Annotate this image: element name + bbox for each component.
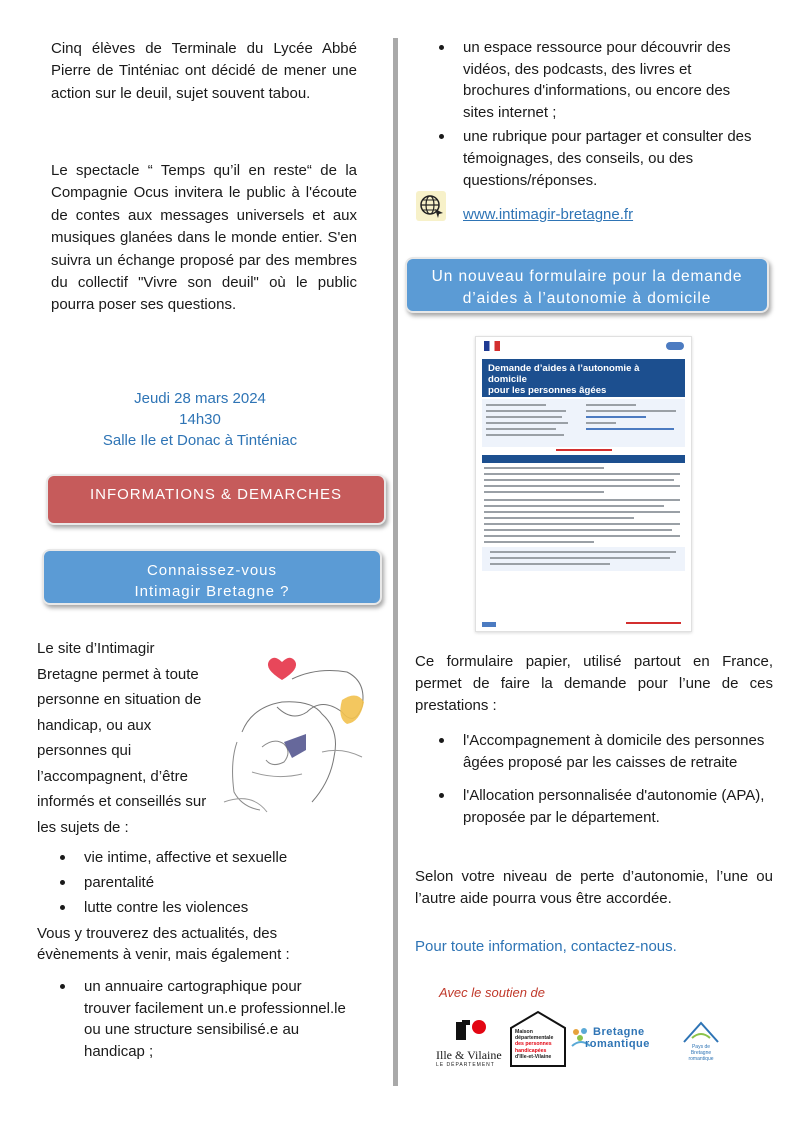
form-info-box — [482, 399, 685, 447]
mdph-line1: Maison — [515, 1029, 533, 1035]
intimagir-website-link[interactable]: www.intimagir-bretagne.fr — [463, 206, 634, 223]
event-time: 14h30 — [179, 411, 221, 428]
pays-line2: Bretagne romantique — [688, 1050, 714, 1062]
show-description: Le spectacle “ Temps qu’il en reste“ de la Compagnie Ocus invitera le public à l'écoute de contes aux messages universels et aux musiques glanées dans le monde entier. S'en suivra un échange proposé par des membres du collectif "Vivre son deuil" où le public pourra poser ses questions. — [51, 162, 357, 314]
contact-text: Pour toute information, contactez-nous. — [415, 938, 677, 955]
bretagne-romantique-logo — [570, 1024, 658, 1058]
ille-vilaine-name: Ille & Vilaine — [436, 1048, 502, 1062]
formulaire-thumbnail — [475, 336, 692, 632]
globe-icon — [416, 191, 446, 221]
informations-demarches-label: INFORMATIONS & DEMARCHES — [89, 486, 343, 503]
prestations-list — [436, 730, 766, 828]
topics-list — [57, 847, 357, 919]
form-title-line1: Demande d’aides à l’autonomie à domicile — [488, 363, 640, 385]
form-title-line2: pour les personnes âgées — [488, 385, 607, 396]
ille-vilaine-sub: LE DÉPARTEMENT — [436, 1062, 495, 1068]
support-label: Avec le soutien de — [439, 985, 545, 1000]
topic-item: lutte contre les violences — [57, 897, 357, 919]
event-place: Salle Ile et Donac à Tinténiac — [102, 432, 298, 449]
features-list-left — [57, 976, 347, 1062]
mdph-line3: des personnes — [515, 1041, 552, 1048]
informations-demarches-button[interactable] — [46, 474, 386, 525]
mdph-line2: départementale — [515, 1035, 554, 1042]
form-title-banner — [482, 359, 685, 397]
event-date: Jeudi 28 mars 2024 — [134, 390, 266, 407]
intimagir-button-line1: Connaissez-vous — [146, 562, 278, 579]
ille-vilaine-logo — [436, 1018, 506, 1068]
site-intro: Le site d’Intimagir Bretagne permet à toute personne en situation de handicap, ou aux personnes qui l’accompagnent, d’être informés et conseillés sur les sujets de : — [37, 640, 207, 836]
bretagne-line1: Bretagne — [593, 1026, 645, 1038]
intimagir-button[interactable] — [42, 549, 382, 605]
selon-paragraph: Selon votre niveau de perte d’autonomie, l’une ou l’autre aide pourra vous être accordée. — [415, 868, 773, 907]
feature-item: un espace ressource pour découvrir des vidéos, des podcasts, des livres et brochures d'informations, ou encore des sites internet ; — [436, 37, 756, 123]
intro-paragraph: Cinq élèves de Terminale du Lycée Abbé Pierre de Tinténiac ont décidé de mener une action sur le deuil, sujet souvent tabou. — [51, 40, 357, 102]
prestation-item: l'Allocation personnalisée d'autonomie (APA), proposée par le département. — [436, 785, 766, 828]
column-divider — [393, 38, 398, 1086]
cnsa-logo — [666, 342, 684, 350]
topic-item: vie intime, affective et sexuelle — [57, 847, 357, 869]
bretagne-line2: romantique — [585, 1038, 650, 1050]
news-text: Vous y trouverez des actualités, des évènements à venir, mais également : — [37, 925, 290, 963]
intimagir-button-line2: Intimagir Bretagne ? — [134, 583, 290, 600]
mdph-logo — [508, 1010, 568, 1068]
feature-item: un annuaire cartographique pour trouver facilement un.e professionnel.le ou une structure sensibilisé.e au handicap ; — [57, 976, 347, 1062]
handicap-illustration — [222, 652, 374, 814]
formulaire-button-line1: Un nouveau formulaire pour la demande — [431, 268, 743, 285]
feature-item: une rubrique pour partager et consulter des témoignages, des conseils, ou des questions/réponses. — [436, 126, 756, 191]
pays-line1: Pays de — [691, 1044, 711, 1050]
features-list-right — [436, 37, 756, 191]
formulaire-button-line2: d’aides à l’autonomie à domicile — [462, 290, 712, 307]
topic-item: parentalité — [57, 872, 357, 894]
republique-logo — [484, 341, 500, 351]
form-description: Ce formulaire papier, utilisé partout en France, permet de faire la demande pour l’une de ces prestations : — [415, 653, 773, 714]
mdph-line4: handicapées — [515, 1047, 547, 1054]
pays-bretagne-logo — [676, 1020, 726, 1060]
formulaire-button[interactable] — [405, 257, 769, 313]
prestation-item: l'Accompagnement à domicile des personnes âgées proposé par les caisses de retraite — [436, 730, 766, 773]
mdph-line5: d'Ille-et-Vilaine — [515, 1053, 552, 1060]
